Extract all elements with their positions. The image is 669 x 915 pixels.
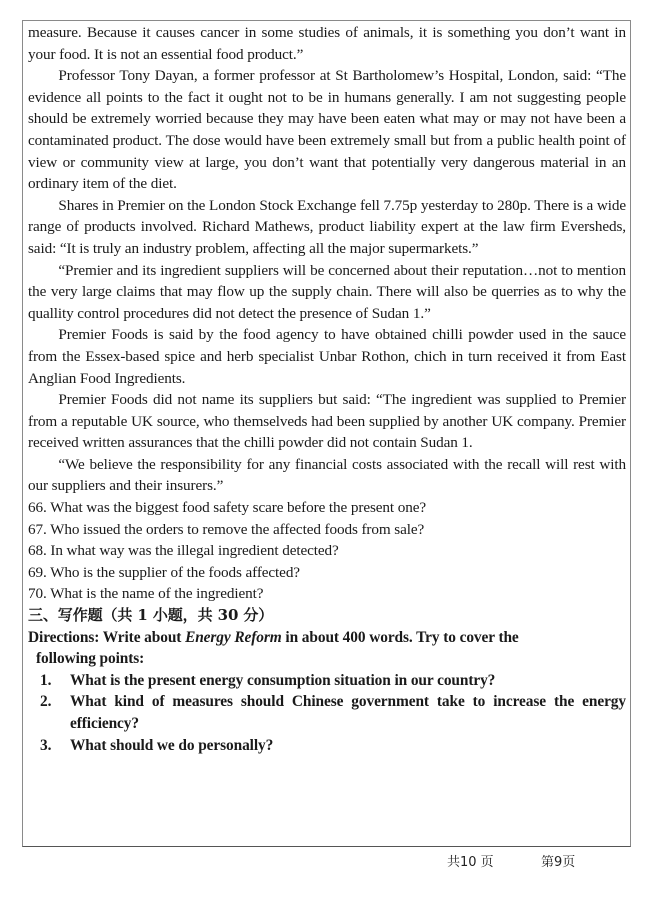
point-text: What kind of measures should Chinese government take to increase the energy efficiency? <box>70 693 626 732</box>
essay-topic: Energy Reform <box>185 628 282 646</box>
question-item <box>28 562 626 584</box>
question-number: 70. <box>28 585 47 603</box>
writing-section <box>28 605 626 756</box>
writing-point <box>28 670 626 692</box>
point-text: What should we do personally? <box>70 736 274 754</box>
question-number: 68. <box>28 542 47 560</box>
directions-prefix: Directions: Write about <box>28 628 186 646</box>
passage-paragraph: Premier Foods did not name its suppliers but said: “The ingredient was supplied to Premier from a reputable UK source, who themselveds had been supplied by another UK company. Premier received written assurances that the chilli powder did not contain Sudan 1. <box>28 391 626 452</box>
current-page-label: 第9页 <box>541 855 576 870</box>
directions-continued: following points: <box>36 650 145 668</box>
passage-paragraph: Professor Tony Dayan, a former professor at St Bartholomew’s Hospital, London, said: “The evidence all points to the fact it ought not to be in humans generally. I am not suggesting people should be extremely worried because they may have been eaten what may or may not have been a contaminated product. The dose would have been extremely small but from a public health point of view or community view at large, you don’t want that potentially very dangerous material in an ordinary item of the diet. <box>28 67 626 193</box>
writing-directions <box>28 627 626 649</box>
question-number: 69. <box>28 563 47 581</box>
question-item <box>28 540 626 562</box>
question-text: What is the name of the ingredient? <box>50 585 264 603</box>
passage-paragraph: Premier Foods is said by the food agency to have obtained chilli powder used in the sauce from the Essex-based spice and herb specialist Unbar Rothon, chich in turn received it from East Anglian Food Ingredients. <box>28 326 626 387</box>
point-number: 1. <box>40 671 52 689</box>
passage-paragraph: “Premier and its ingredient suppliers will be concerned about their reputation…not to mention the very large claims that may flow up the supply chain. There will also be querries as to why the quallity control procedures did not detect the presence of Sudan 1.” <box>28 261 626 322</box>
passage-paragraph: “We believe the responsibility for any financial costs associated with the recall will rest with our suppliers and their insurers.” <box>28 455 626 495</box>
total-pages-label: 共10 页 <box>447 855 494 870</box>
directions-suffix: in about 400 words. Try to cover the <box>281 628 519 646</box>
writing-point <box>28 691 626 734</box>
writing-point <box>28 735 626 757</box>
reading-passage <box>28 22 626 497</box>
question-item <box>28 519 626 541</box>
question-number: 66. <box>28 499 47 517</box>
question-text: What was the biggest food safety scare before the present one? <box>50 499 426 517</box>
writing-points-list <box>28 670 626 756</box>
point-number: 2. <box>40 693 52 711</box>
passage-paragraph: Shares in Premier on the London Stock Exchange fell 7.75p yesterday to 280p. There is a wide range of products involved. Richard Mathews, product liability expert at the law firm Eversheds, said: “It is truly an industry problem, affecting all the major supermarkets.” <box>28 196 626 257</box>
point-number: 3. <box>40 736 52 754</box>
point-text: What is the present energy consumption situation in our country? <box>70 671 496 689</box>
question-item <box>28 497 626 519</box>
section-heading: 三、写作题（共 1 小题，共 30 分） <box>28 606 274 625</box>
question-list <box>28 497 626 605</box>
question-number: 67. <box>28 520 47 538</box>
question-text: In what way was the illegal ingredient detected? <box>50 542 339 560</box>
passage-paragraph: measure. Because it causes cancer in some studies of animals, it is something you don’t want in your food. It is not an essential food product.” <box>28 24 626 63</box>
question-text: Who issued the orders to remove the affected foods from sale? <box>50 520 425 538</box>
question-item <box>28 583 626 605</box>
exam-page-content <box>28 22 626 756</box>
question-text: Who is the supplier of the foods affected? <box>50 563 300 581</box>
